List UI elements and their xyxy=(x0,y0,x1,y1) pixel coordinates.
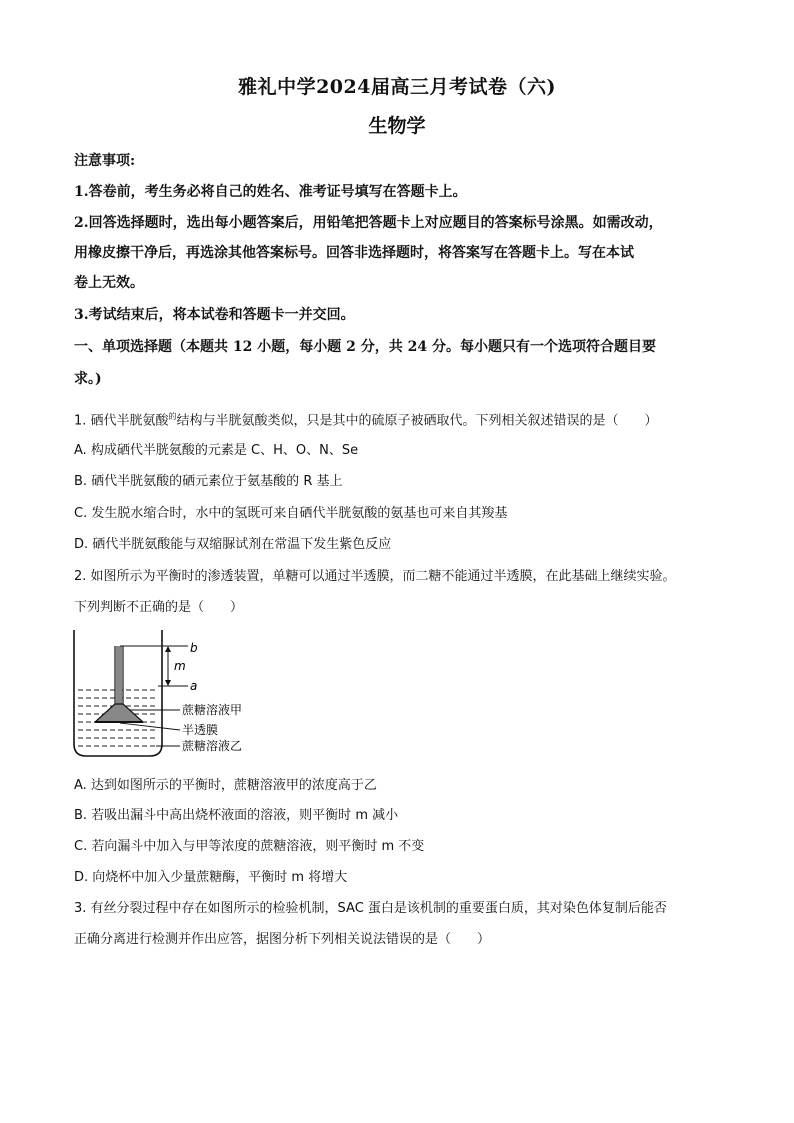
q2-option-d: D. 向烧杯中加入少量蔗糖酶，平衡时 m 将增大 xyxy=(74,870,348,885)
notes-heading: 注意事项: xyxy=(74,153,136,169)
notes-item-1: 1.答卷前，考生务必将自己的姓名、准考证号填写在答题卡上。 xyxy=(74,184,467,200)
osmosis-apparatus-diagram xyxy=(68,626,268,762)
label-sucrose-yi: 蔗糖溶液乙 xyxy=(182,739,243,753)
q3-stem-line-2: 正确分离进行检测并作出应答，据图分析下列相关说法错误的是（ ） xyxy=(74,932,491,947)
q1-stem-part-a: 1. 硒代半胱氨酸 xyxy=(74,413,169,429)
label-a: a xyxy=(190,679,198,693)
funnel-tube-solution xyxy=(116,646,122,704)
notes-item-2-line-1: 2.回答选择题时，选出每小题答案后，用铅笔把答题卡上对应题目的答案标号涂黑。如需改动， xyxy=(74,215,663,231)
q2-option-a: A. 达到如图所示的平衡时，蔗糖溶液甲的浓度高于乙 xyxy=(74,778,377,793)
label-b: b xyxy=(190,641,198,655)
section-heading-line-2: 求。) xyxy=(74,371,102,387)
page-title: 雅礼中学2024届高三月考试卷（六) xyxy=(238,76,556,98)
q1-option-a: A. 构成硒代半胱氨酸的元素是 C、H、O、N、Se xyxy=(74,443,359,458)
label-sucrose-jia: 蔗糖溶液甲 xyxy=(182,703,243,717)
q1-option-c: C. 发生脱水缩合时，水中的氢既可来自硒代半胱氨酸的氨基也可来自其羧基 xyxy=(74,506,508,521)
q3-stem-line-1: 3. 有丝分裂过程中存在如图所示的检验机制，SAC 蛋白是该机制的重要蛋白质，其对染色体复制后能否 xyxy=(74,901,667,916)
notes-item-3: 3.考试结束后，将本试卷和答题卡一并交回。 xyxy=(74,307,355,323)
label-m: m xyxy=(174,659,186,673)
q2-stem-line-2: 下列判断不正确的是（ ） xyxy=(74,600,244,615)
q1-option-d: D. 硒代半胱氨酸能与双缩脲试剂在常温下发生紫色反应 xyxy=(74,537,392,552)
q1-stem-part-b: 结构与半胱氨酸类似，只是其中的硫原子被硒取代。下列相关叙述错误的是（ ） xyxy=(176,413,658,429)
m-arrow-head-up xyxy=(165,646,171,652)
notes-item-2-line-2: 用橡皮擦干净后，再选涂其他答案标号。回答非选择题时，将答案写在答题卡上。写在本试 xyxy=(74,245,634,261)
q2-option-b: B. 若吸出漏斗中高出烧杯液面的溶液，则平衡时 m 减小 xyxy=(74,808,399,823)
m-arrow-head-down xyxy=(165,680,171,686)
q1-stem xyxy=(74,401,724,436)
q1-option-b: B. 硒代半胱氨酸的硒元素位于氨基酸的 R 基上 xyxy=(74,474,343,489)
label-membrane: 半透膜 xyxy=(182,723,219,737)
pointer-line-membrane xyxy=(120,723,180,730)
notes-item-2-line-3: 卷上无效。 xyxy=(74,275,144,291)
section-heading-line-1: 一、单项选择题（本题共 12 小题，每小题 2 分，共 24 分。每小题只有一个选项符合题目要 xyxy=(74,339,656,355)
q2-option-c: C. 若向漏斗中加入与甲等浓度的蔗糖溶液，则平衡时 m 不变 xyxy=(74,839,425,854)
funnel-cone xyxy=(95,704,143,722)
q1-stem-superscript: 的 xyxy=(168,412,177,421)
q2-stem-line-1: 2. 如图所示为平衡时的渗透装置，单糖可以通过半透膜，而二糖不能通过半透膜，在此基础上继续实验。 xyxy=(74,569,676,584)
subject-title: 生物学 xyxy=(368,115,426,137)
